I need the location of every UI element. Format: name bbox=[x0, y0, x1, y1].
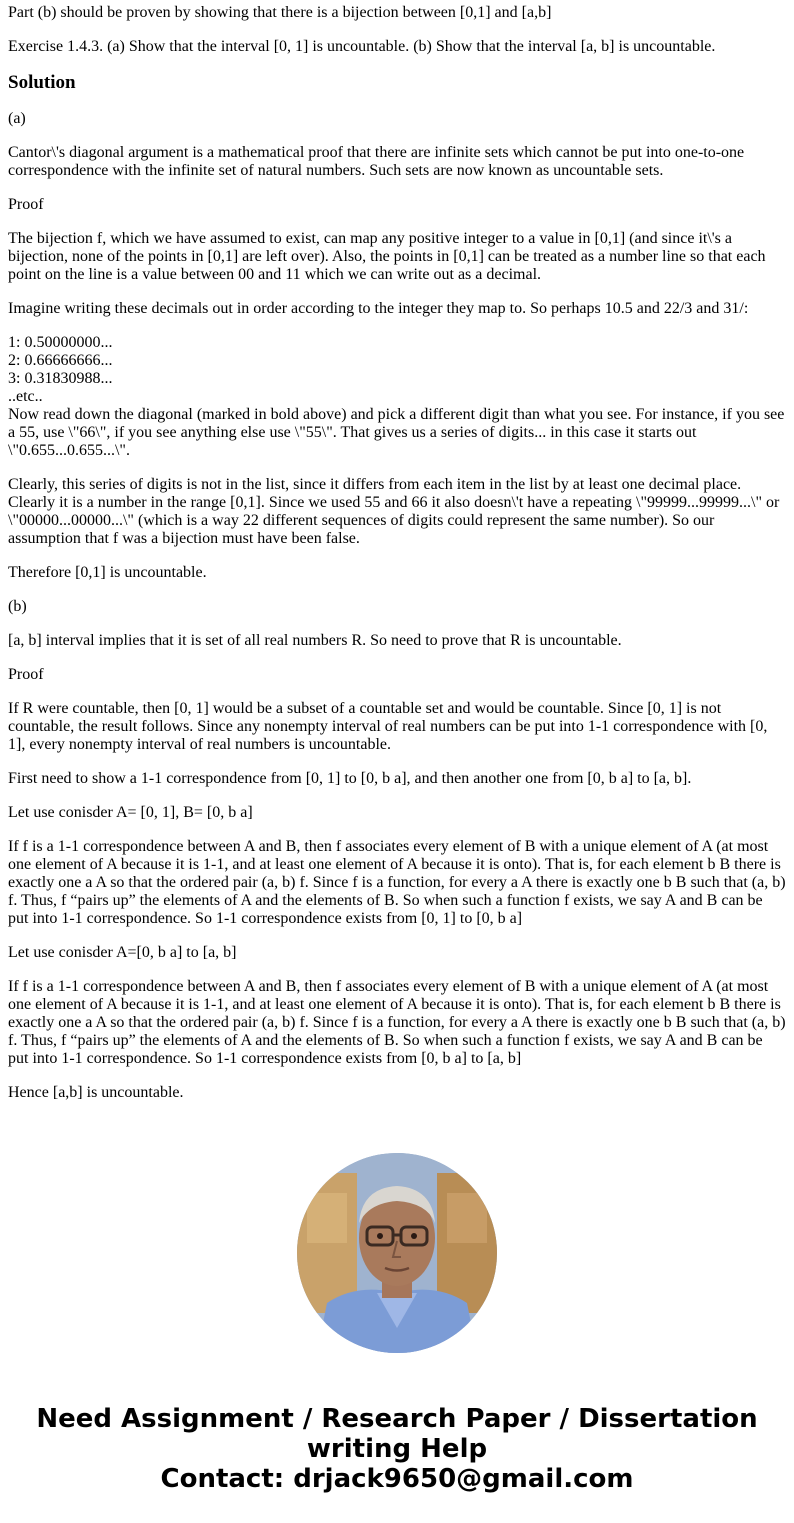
part-b-paragraph: If f is a 1-1 correspondence between A and B, then f associates every element of B with a unique element of A (at most one element of A because it is 1-1, and at least one element of A because it is onto). That is, for each element b B there is exactly one a A so that the ordered pair (a, b) f. Since f is a function, for every a A there is exactly one b B such that (a, b) f. Thus, f “pairs up” the elements of A and the elements of B. So when such a function f exists, we say A and B can be put into 1-1 correspondence. So 1-1 correspondence exists from [0, b a] to [a, b] bbox=[8, 978, 786, 1067]
banner-contact-email: Contact: drjack9650@gmail.com bbox=[160, 1464, 634, 1494]
list-item: ..etc.. bbox=[8, 388, 43, 405]
part-b-paragraph: Let use conisder A=[0, b a] to [a, b] bbox=[8, 944, 237, 961]
part-b-proof-label: Proof bbox=[8, 666, 44, 683]
part-b-label: (b) bbox=[8, 598, 27, 615]
part-a-paragraph: The bijection f, which we have assumed to exist, can map any positive integer to a value in [0,1] (and since it\'s a bijection, none of the points in [0,1] are left over). Also, the points in [0,1] can be treated as a number line so that each point on the line is a value between 00 and 11 which we can write out as a decimal. bbox=[8, 230, 766, 283]
banner-line: Need Assignment / Research Paper / Dissertation bbox=[36, 1404, 758, 1434]
part-b-paragraph: [a, b] interval implies that it is set of all real numbers R. So need to prove that R is uncountable. bbox=[8, 632, 622, 649]
intro-text: Part (b) should be proven by showing that there is a bijection between [0,1] and [a,b] bbox=[8, 4, 552, 21]
part-a-paragraph: Clearly, this series of digits is not in the list, since it differs from each item in the list by at least one decimal place. Clearly it is a number in the range [0,1]. Since we used 55 and 66 it also doesn\'t have a repeating \"99999...99999...\" or \"00000...00000...\" (which is a way 22 different sequences of digits could represent the same number). So our assumption that f was a bijection must have been false. bbox=[8, 476, 780, 547]
part-b-paragraph: First need to show a 1-1 correspondence from [0, 1] to [0, b a], and then another one from [0, b a] to [a, b]. bbox=[8, 770, 692, 787]
part-a-conclusion: Therefore [0,1] is uncountable. bbox=[8, 564, 207, 581]
list-item: 3: 0.31830988... bbox=[8, 370, 113, 387]
part-b-paragraph: If f is a 1-1 correspondence between A and B, then f associates every element of B with a unique element of A (at most one element of A because it is 1-1, and at least one element of A because it is onto). That is, for each element b B there is exactly one a A so that the ordered pair (a, b) f. Since f is a function, for every a A there is exactly one b B such that (a, b) f. Thus, f “pairs up” the elements of A and the elements of B. So when such a function f exists, we say A and B can be put into 1-1 correspondence. So 1-1 correspondence exists from [0, 1] to [0, b a] bbox=[8, 838, 786, 927]
contact-banner bbox=[0, 1404, 794, 1494]
document-body bbox=[8, 4, 786, 1118]
part-a-paragraph: Cantor\'s diagonal argument is a mathematical proof that there are infinite sets which cannot be put into one-to-one correspondence with the infinite set of natural numbers. Such sets are now known as uncountable sets. bbox=[8, 144, 745, 179]
list-item: 1: 0.50000000... bbox=[8, 334, 113, 351]
author-avatar bbox=[297, 1153, 497, 1353]
part-a-label: (a) bbox=[8, 110, 26, 127]
part-a-paragraph: Imagine writing these decimals out in order according to the integer they map to. So perhaps 10.5 and 22/3 and 31/: bbox=[8, 300, 749, 317]
part-b-paragraph: If R were countable, then [0, 1] would be a subset of a countable set and would be countable. Since [0, 1] is not countable, the result follows. Since any nonempty interval of real numbers can be put into 1-1 correspondence with [0, 1], every nonempty interval of real numbers is uncountable. bbox=[8, 700, 768, 753]
list-item: 2: 0.66666666... bbox=[8, 352, 113, 369]
part-b-paragraph: Let use conisder A= [0, 1], B= [0, b a] bbox=[8, 804, 253, 821]
solution-heading: Solution bbox=[8, 72, 76, 93]
part-b-conclusion: Hence [a,b] is uncountable. bbox=[8, 1084, 184, 1101]
author-photo-icon bbox=[297, 1153, 497, 1353]
exercise-statement: Exercise 1.4.3. (a) Show that the interval [0, 1] is uncountable. (b) Show that the interval [a, b] is uncountable. bbox=[8, 38, 716, 55]
part-a-paragraph: Now read down the diagonal (marked in bold above) and pick a different digit than what you see. For instance, if you see a 55, use \"66\", if you see anything else use \"55\". That gives us a series of digits... in this case it starts out \"0.655...0.655...\". bbox=[8, 406, 785, 459]
part-a-proof-label: Proof bbox=[8, 196, 44, 213]
banner-line: writing Help bbox=[306, 1434, 488, 1464]
decimal-list bbox=[8, 334, 786, 406]
